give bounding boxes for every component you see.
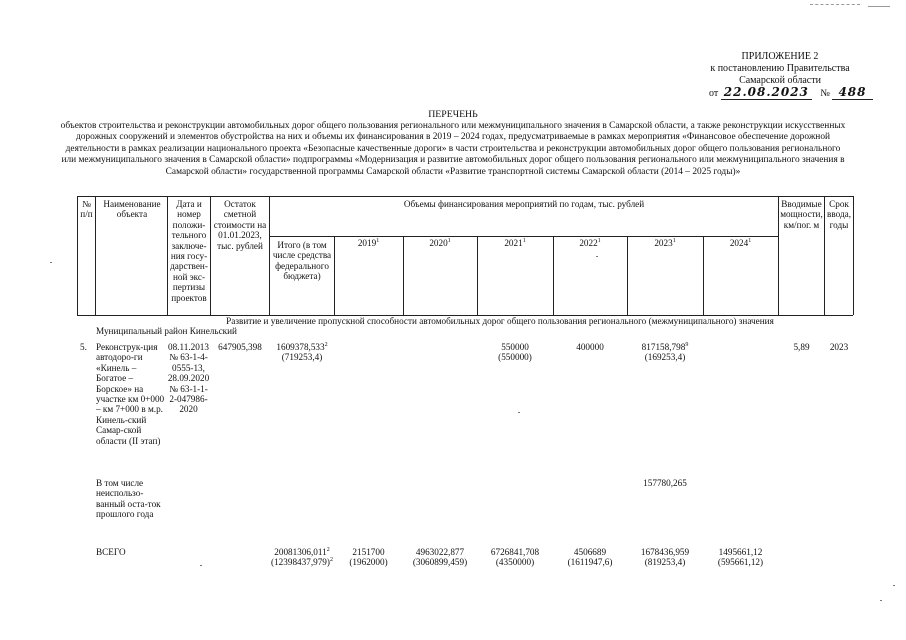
row5-term: 2023 — [829, 342, 849, 352]
decree-number: 488 — [832, 85, 872, 100]
col-expertise-header: Дата и номер положи-тельного заключе-ния госу-дарствен-ной экс-пертизы проектов — [170, 199, 208, 303]
col-2021-header: 2021$^1$ — [504, 237, 526, 248]
totals-2023: 1678436,959 (819253,4) — [640, 547, 690, 568]
district-title: Муниципальный район Кинельский — [96, 326, 237, 336]
col-2024-header: 2024$^1$ — [729, 237, 752, 248]
totals-label: ВСЕГО — [96, 547, 126, 557]
scan-speck — [880, 600, 882, 601]
col-name-header: Наименование объекта — [103, 199, 161, 220]
document-heading: ПЕРЕЧЕНЬ — [428, 109, 478, 120]
totals-2020: 4963022,877 (3060899,459) — [412, 547, 468, 568]
col-balance-header: Остаток сметной стоимости на 01.01.2023, тыс. рублей — [213, 199, 267, 251]
col-total-header: Итого (в том числе средства федерального бюджета) — [272, 240, 332, 282]
totals-2019: 2151700 (1962000) — [349, 547, 388, 568]
col-funding-header: Объемы финансирования мероприятий по годам, тыс. рублей — [403, 199, 645, 209]
col-2023-header: 2023$^1$ — [654, 237, 676, 248]
scan-speck — [518, 412, 520, 413]
col-2022-header: 2022$^1$ — [579, 237, 601, 248]
row5-expertise: 08.11.2013 № 63-1-4-0555-13, 28.09.2020 № 63-1-1-2-047986-2020 — [167, 342, 210, 415]
col-term-header: Срок ввода, годы — [827, 199, 851, 230]
number-label: № — [820, 88, 830, 99]
appendix-label: ПРИЛОЖЕНИЕ 2 — [741, 51, 819, 62]
scan-mark — [810, 4, 860, 5]
row5-name: Реконструк-ция автодоро-ги «Кинель – Богатое – Борское» на участке км 0+000 – км 7+000 в м.р. Кинель-ский Самар-ской области (II этап) — [96, 342, 165, 446]
col-2020-header: 2020$^1$ — [429, 237, 451, 248]
scan-speck — [50, 262, 52, 263]
row5-num: 5. — [80, 342, 87, 352]
totals-2021: 6726841,708 (4350000) — [490, 547, 540, 568]
col-capacity-header: Вводимые мощности, км/пог. м — [780, 199, 823, 230]
date-line — [709, 85, 873, 101]
subrow-2023: 157780,265 — [643, 478, 687, 488]
col-num-header: № п/п — [80, 199, 93, 220]
totals-total: 20081306,011$^2$ $(12398437,979)^2$ — [271, 546, 333, 568]
row5-balance: 647905,398 — [218, 342, 262, 352]
row5-capacity: 5,89 — [793, 342, 810, 352]
section-title: Развитие и увеличение пропускной способности автомобильных дорог общего пользования регионального (межмуниципального) значения — [226, 316, 774, 326]
scan-speck — [596, 256, 598, 257]
document-description: объектов строительства и реконструкции автомобильных дорог общего пользования регионального или межмуниципального значения в Самарской области, а также реконструкции искусственных дорожных сооружений и элементов обустройства на них и объемы их финансирования в 2019 – 2024 годах, предусматриваемые в рамках мероприятия «Финансовое обеспечение дорожной деятельности в рамках реализации национального проекта «Безопасные качественные дороги» в части строительства и реконструкции автомобильных дорог общего пользования регионального или межмуниципального значения в Самарской области» подпрограммы «Модернизация и развитие автомобильных дорог общего пользования регионального или межмуниципального значения в Самарской области» государственной программы Самарской области «Развитие транспортной системы Самарской области (2014 – 2025 годы)» — [60, 121, 846, 177]
row5-total: 1609378,533$^2$ (719253,4) — [276, 341, 328, 363]
totals-2024: 1495661,12 (595661,12) — [717, 547, 764, 568]
row5-2021: 550000 (550000) — [498, 342, 532, 363]
col-2019-header: 2019$^1$ — [357, 237, 380, 248]
row5-2023: 817158,798$^9$ (169253,4) — [641, 341, 689, 363]
subrow-name: В том числе неиспользо-ванный оста-ток прошлого года — [96, 478, 161, 520]
decree-label: к постановлению Правительства — [710, 63, 850, 74]
totals-2022: 4506689 (1611947,6) — [567, 547, 613, 568]
scan-mark — [868, 6, 890, 7]
region-label: Самарской области — [739, 75, 821, 86]
from-label: от — [709, 88, 719, 99]
row5-2022: 400000 — [576, 342, 604, 352]
decree-date: 22.08.2023 — [721, 85, 812, 100]
scan-speck — [893, 585, 895, 586]
scan-speck — [200, 565, 202, 566]
